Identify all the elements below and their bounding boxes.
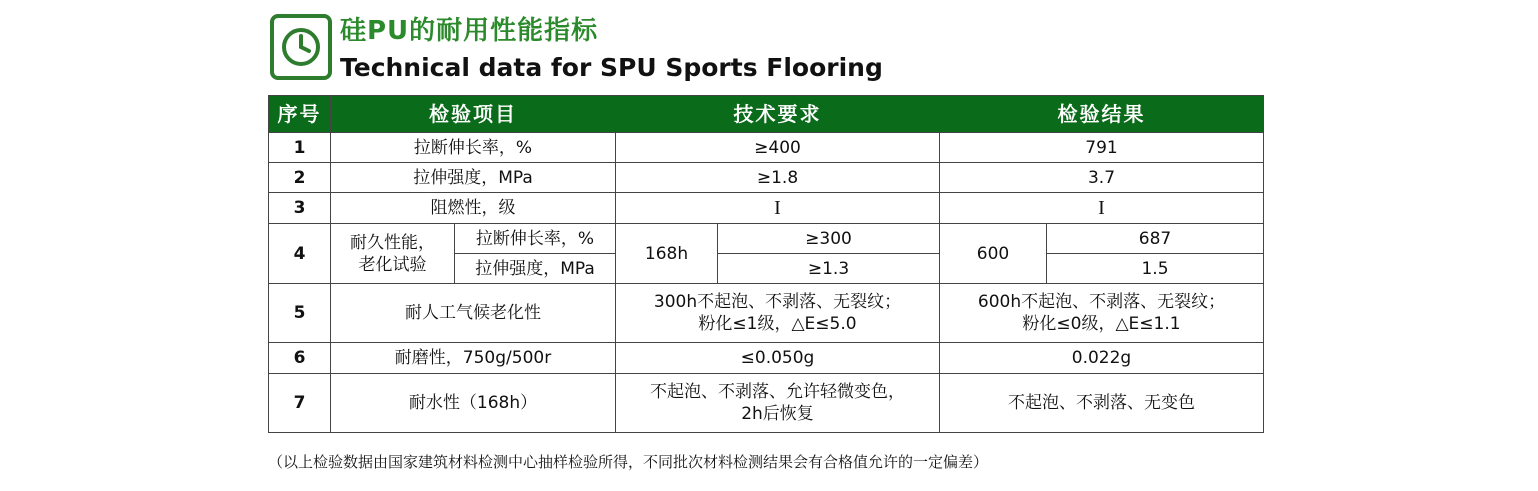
table-row	[269, 133, 1264, 163]
row-number: 5	[269, 284, 331, 343]
requirement: I	[616, 193, 940, 224]
result-line2: 粉化≤0级，△E≤1.1	[1022, 314, 1181, 334]
requirement: ≥300	[718, 224, 940, 254]
footnote: （以上检验数据由国家建筑材料检测中心抽样检验所得，不同批次材料检测结果会有合格值允许的一定偏差）	[268, 453, 989, 471]
col-header-no: 序号	[269, 96, 331, 133]
row-number: 4	[269, 224, 331, 284]
requirement: ≥1.8	[616, 163, 940, 193]
result: 3.7	[940, 163, 1264, 193]
test-item: 耐人工气候老化性	[331, 284, 616, 343]
test-item: 阻燃性，级	[331, 193, 616, 224]
table-row	[269, 193, 1264, 224]
result-duration: 600	[940, 224, 1047, 284]
row-number: 1	[269, 133, 331, 163]
table-row	[269, 163, 1264, 193]
table-header-row	[269, 96, 1264, 133]
test-item-group	[331, 224, 455, 284]
requirement: ≥400	[616, 133, 940, 163]
requirement-line1: 不起泡、不剥落、允许轻微变色，	[650, 382, 905, 402]
table-row	[269, 224, 1264, 254]
page-subtitle: Technical data for SPU Sports Flooring	[340, 53, 883, 82]
requirement-line2: 粉化≤1级，△E≤5.0	[698, 314, 857, 334]
row-number: 7	[269, 374, 331, 433]
result: 1.5	[1047, 254, 1264, 284]
test-item: 耐水性（168h）	[331, 374, 616, 433]
col-header-item: 检验项目	[331, 96, 616, 133]
test-subitem: 拉断伸长率，%	[455, 224, 616, 254]
result: 不起泡、不剥落、无变色	[940, 374, 1264, 433]
row-number: 2	[269, 163, 331, 193]
result: 0.022g	[940, 343, 1264, 374]
requirement-line2: 2h后恢复	[741, 404, 814, 424]
page-title: 硅PU的耐用性能指标	[340, 16, 599, 46]
group-label-line2: 老化试验	[358, 254, 427, 275]
result: I	[940, 193, 1264, 224]
row-number: 3	[269, 193, 331, 224]
requirement: ≤0.050g	[616, 343, 940, 374]
result: 791	[940, 133, 1264, 163]
result: 687	[1047, 224, 1264, 254]
requirement-line1: 300h不起泡、不剥落、无裂纹；	[653, 292, 902, 312]
spec-table	[268, 95, 1264, 433]
requirement-duration: 168h	[616, 224, 718, 284]
row-number: 6	[269, 343, 331, 374]
group-label-line1: 耐久性能，	[350, 232, 435, 253]
col-header-result: 检验结果	[940, 96, 1264, 133]
col-header-requirement: 技术要求	[616, 96, 940, 133]
requirement	[616, 374, 940, 433]
table-row	[269, 284, 1264, 343]
test-item: 拉断伸长率，%	[331, 133, 616, 163]
requirement: ≥1.3	[718, 254, 940, 284]
test-item: 拉伸强度，MPa	[331, 163, 616, 193]
test-item: 耐磨性，750g/500r	[331, 343, 616, 374]
requirement	[616, 284, 940, 343]
table-row	[269, 374, 1264, 433]
result-line1: 600h不起泡、不剥落、无裂纹；	[977, 292, 1226, 312]
result	[940, 284, 1264, 343]
clock-icon	[270, 14, 332, 80]
table-row	[269, 343, 1264, 374]
test-subitem: 拉伸强度，MPa	[455, 254, 616, 284]
